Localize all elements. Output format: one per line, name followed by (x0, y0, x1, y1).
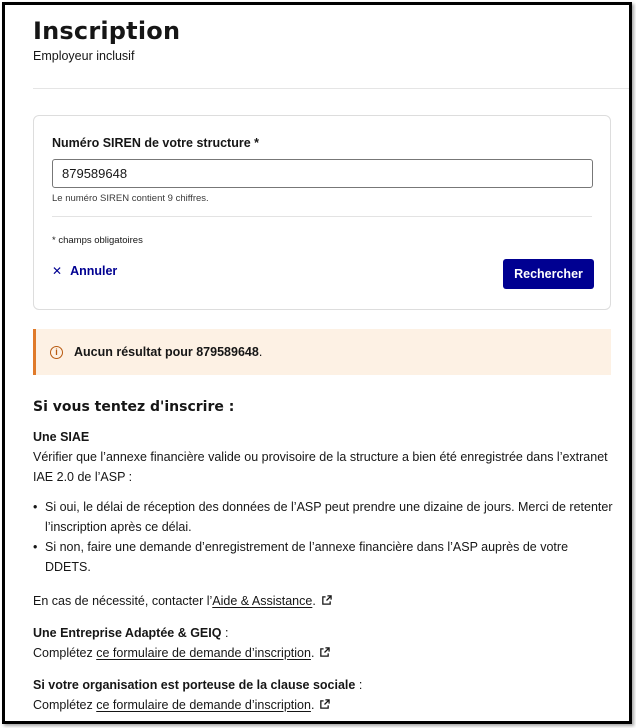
clause-title-line (33, 675, 613, 695)
alert-prefix: Aucun résultat pour (74, 345, 197, 359)
info-icon: i (50, 346, 63, 359)
help-assistance-link[interactable]: Aide & Assistance (212, 594, 313, 608)
external-link-icon (321, 595, 332, 606)
contact-prefix: En cas de nécessité, contacter l’ (33, 594, 213, 608)
siren-hint: Le numéro SIREN contient 9 chiffres. (52, 193, 209, 204)
no-result-alert (33, 329, 611, 375)
ea-geiq-suffix: . (310, 646, 315, 660)
contact-line (33, 591, 613, 611)
alert-suffix: . (258, 345, 263, 359)
clause-suffix: . (310, 698, 315, 712)
help-title: Si vous tentez d'inscrire : (33, 399, 235, 415)
alert-text (74, 345, 262, 359)
clause-form-link[interactable]: ce formulaire de demande d’inscription (96, 698, 311, 712)
ea-geiq-title-suffix: : (221, 626, 229, 640)
close-icon: ✕ (52, 264, 63, 278)
clause-prefix: Complétez (33, 698, 97, 712)
header-divider (33, 88, 629, 89)
clause-title: Si votre organisation est porteuse de la clause sociale (33, 678, 356, 692)
list-item: • Si oui, le délai de réception des données de l’ASP peut prendre une dizaine de jours. Merci de retenter l’inscription après ce délai. (33, 497, 613, 537)
ea-geiq-title-line (33, 623, 613, 643)
ea-geiq-prefix: Complétez (33, 646, 97, 660)
external-link-icon (319, 647, 330, 658)
clause-block (33, 675, 613, 715)
cancel-button[interactable] (52, 264, 117, 278)
siae-text: Vérifier que l’annexe financière valide ou provisoire de la structure a bien été enregistrée dans l’extranet IAE 2.0 de l’ASP : (33, 450, 608, 484)
siren-label: Numéro SIREN de votre structure * (52, 136, 259, 150)
clause-line (33, 695, 613, 715)
ea-geiq-form-link[interactable]: ce formulaire de demande d’inscription (96, 646, 311, 660)
app-window (2, 2, 632, 724)
search-button[interactable]: Rechercher (503, 259, 594, 289)
ea-geiq-block (33, 623, 613, 663)
clause-title-suffix: : (355, 678, 363, 692)
page-subtitle: Employeur inclusif (33, 49, 135, 63)
siae-title: Une SIAE (33, 430, 90, 444)
ea-geiq-title: Une Entreprise Adaptée & GEIQ (33, 626, 222, 640)
page-header (33, 17, 180, 63)
siae-bullets (33, 497, 613, 577)
ea-geiq-line (33, 643, 613, 663)
siren-search-card (33, 115, 611, 310)
required-note: * champs obligatoires (52, 235, 143, 246)
help-section (33, 397, 613, 715)
alert-value: 879589648 (196, 345, 259, 359)
list-item: • Si non, faire une demande d’enregistrement de l’annexe financière dans l’ASP auprès de votre DDETS. (33, 537, 613, 577)
contact-suffix: . (312, 594, 316, 608)
page-title: Inscription (33, 17, 181, 45)
external-link-icon (319, 699, 330, 710)
cancel-label: Annuler (70, 264, 118, 278)
siren-input[interactable] (52, 159, 593, 188)
card-divider (52, 216, 592, 217)
